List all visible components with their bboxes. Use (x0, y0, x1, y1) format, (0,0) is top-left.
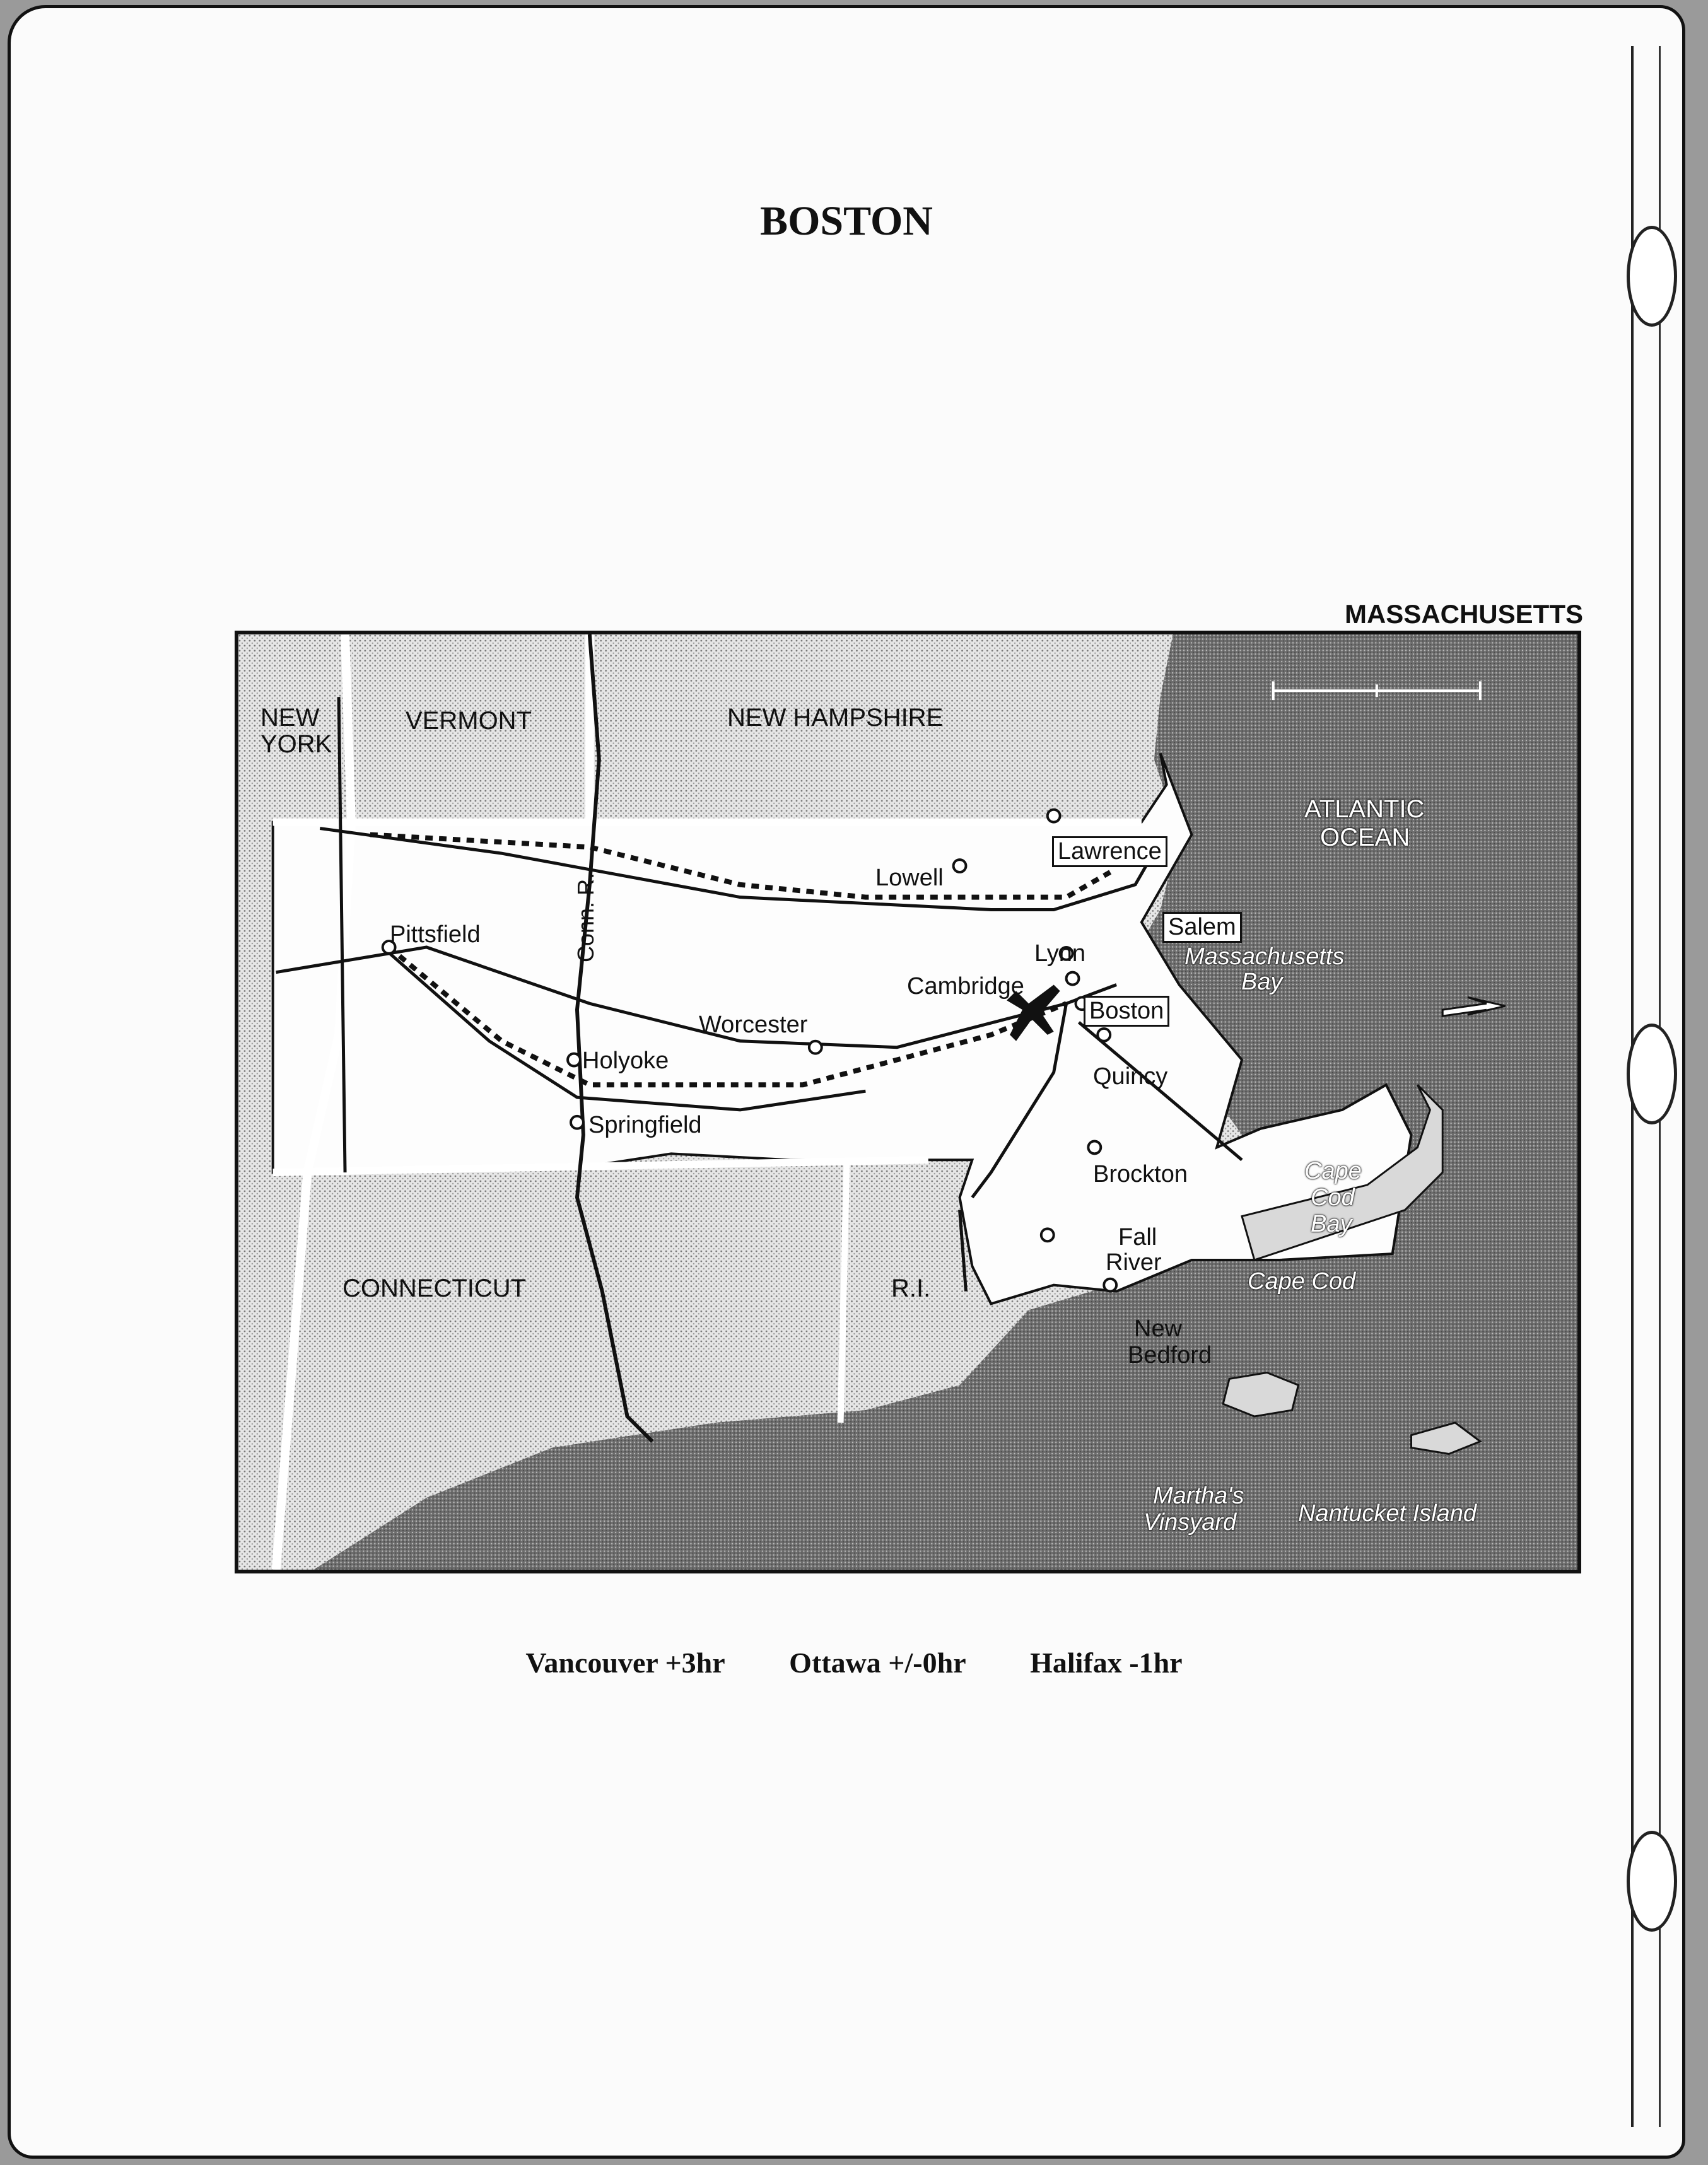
label-massachusetts-bay: Bay (1241, 969, 1283, 995)
timezone-halifax: Halifax -1hr (1030, 1647, 1183, 1679)
city-new-bedford: New (1134, 1316, 1183, 1342)
label-marthas-vineyard: Martha's (1153, 1483, 1244, 1509)
city-boston: Boston (1084, 996, 1169, 1027)
label-cape-cod-bay: Bay (1311, 1211, 1352, 1237)
label-new-hampshire: NEW HAMPSHIRE (727, 704, 944, 732)
city-cambridge: Cambridge (907, 973, 1024, 1000)
timezone-line (0, 1646, 1708, 1679)
label-cape-cod-bay: Cod (1311, 1184, 1355, 1211)
city-worcester: Worcester (699, 1012, 808, 1038)
binder-ring-icon (1627, 1024, 1677, 1124)
label-connecticut: CONNECTICUT (342, 1275, 527, 1302)
label-rhode-island: R.I. (891, 1275, 931, 1302)
label-massachusetts-bay: Massachusetts (1184, 943, 1345, 970)
city-new-bedford: Bedford (1128, 1342, 1212, 1368)
city-brockton: Brockton (1093, 1161, 1188, 1188)
label-atlantic-ocean: OCEAN (1320, 824, 1410, 851)
massachusetts-map (235, 631, 1581, 1573)
city-lowell: Lowell (875, 865, 944, 891)
binder-ring-icon (1627, 1831, 1677, 1932)
city-quincy: Quincy (1093, 1063, 1168, 1090)
timezone-vancouver: Vancouver +3hr (525, 1647, 725, 1679)
label-atlantic-ocean: ATLANTIC (1304, 795, 1425, 823)
label-connecticut-river: Conn. R. (573, 872, 599, 962)
city-springfield: Springfield (588, 1112, 702, 1138)
map-graphic (238, 634, 1577, 1570)
city-pittsfield: Pittsfield (390, 921, 481, 948)
label-cape-cod-bay: Cape (1304, 1158, 1362, 1184)
label-cape-cod: Cape Cod (1248, 1268, 1356, 1295)
label-vermont: VERMONT (406, 707, 532, 735)
label-new-york: YORK (260, 730, 332, 758)
city-salem: Salem (1162, 912, 1242, 943)
label-nantucket-island: Nantucket Island (1298, 1500, 1477, 1527)
timezone-ottawa: Ottawa +/-0hr (789, 1647, 966, 1679)
city-holyoke: Holyoke (582, 1047, 669, 1074)
map-state-label: MASSACHUSETTS (1344, 599, 1583, 629)
city-lynn: Lynn (1034, 940, 1085, 967)
city-lawrence: Lawrence (1052, 836, 1167, 867)
label-new-york: NEW (260, 704, 320, 732)
label-marthas-vineyard: Vinsyard (1144, 1509, 1237, 1536)
city-fall-river: River (1106, 1249, 1162, 1276)
page-title: BOSTON (760, 198, 933, 244)
city-fall-river: Fall (1118, 1224, 1157, 1251)
